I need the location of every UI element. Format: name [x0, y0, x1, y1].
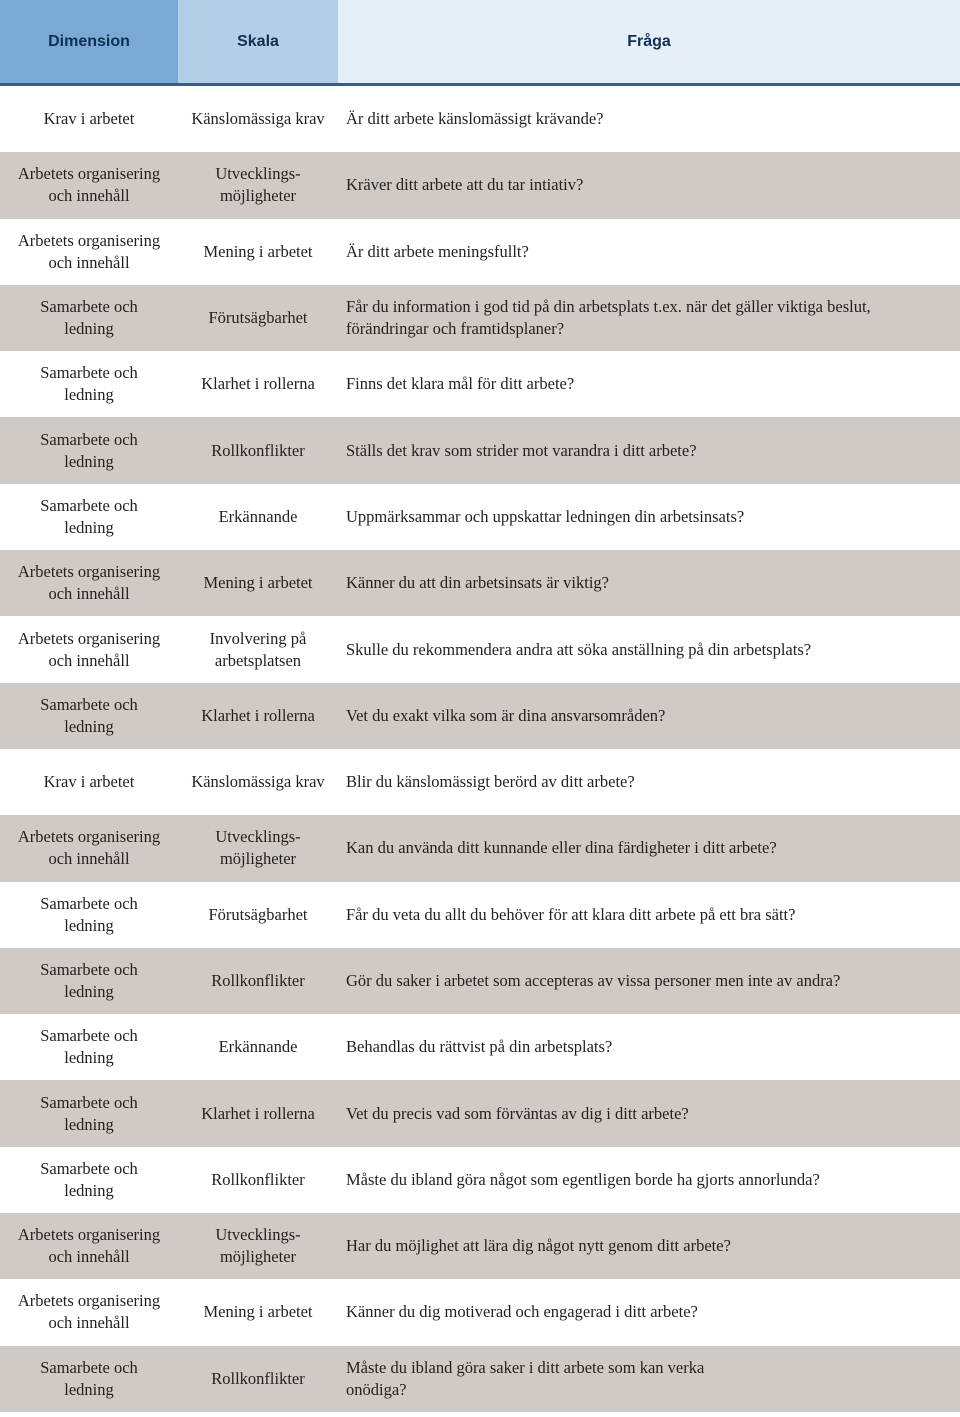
scale-cell: [178, 882, 338, 948]
dimension-cell: [0, 1080, 178, 1146]
question-cell: [338, 86, 960, 152]
dimension-text: Samarbete och ledning: [40, 297, 138, 339]
table-row: [0, 86, 960, 152]
table-row: [0, 1279, 960, 1345]
question-text: Kan du använda ditt kunnande eller dina färdigheter i ditt arbete?: [346, 838, 777, 858]
scale-text: Mening i arbetet: [203, 1302, 313, 1322]
question-cell: [338, 1080, 960, 1146]
scale-text: Mening i arbetet: [203, 573, 313, 593]
scale-cell: [178, 285, 338, 351]
dimension-cell: [0, 1213, 178, 1279]
dimension-cell: [0, 86, 178, 152]
scale-text: Klarhet i rollerna: [201, 705, 315, 725]
question-cell: [338, 152, 960, 218]
table-row: [0, 351, 960, 417]
scale-cell: [178, 815, 338, 881]
table-row: [0, 484, 960, 550]
scale-text: Förutsägbarhet: [208, 904, 308, 924]
question-cell: [338, 616, 960, 682]
table-row: [0, 285, 960, 351]
dimension-text: Samarbete och ledning: [40, 1026, 138, 1068]
scale-text: Förutsägbarhet: [208, 308, 308, 328]
dimension-text: Arbetets organisering och innehåll: [17, 562, 161, 604]
dimension-text: Samarbete och ledning: [40, 495, 138, 537]
question-cell: [338, 882, 960, 948]
scale-cell: [178, 219, 338, 285]
table-row: [0, 1213, 960, 1279]
dimension-text: Arbetets organisering och innehåll: [17, 164, 161, 206]
table-row: [0, 1147, 960, 1213]
question-cell: [338, 749, 960, 815]
dimension-text: Krav i arbetet: [43, 109, 135, 129]
scale-text: Rollkonflikter: [211, 1169, 305, 1189]
scale-cell: [178, 417, 338, 483]
question-cell: [338, 219, 960, 285]
question-text: Blir du känslomässigt berörd av ditt arbete?: [346, 772, 635, 792]
question-text: Känner du dig motiverad och engagerad i ditt arbete?: [346, 1302, 698, 1322]
dimension-cell: [0, 1346, 178, 1412]
dimension-cell: [0, 417, 178, 483]
scale-cell: [178, 351, 338, 417]
dimension-cell: [0, 815, 178, 881]
scale-text: Erkännande: [218, 1037, 298, 1057]
question-cell: [338, 948, 960, 1014]
dimension-cell: [0, 550, 178, 616]
question-cell: [338, 1213, 960, 1279]
dimension-text: Arbetets organisering och innehåll: [17, 1225, 161, 1267]
question-text: Ställs det krav som strider mot varandra i ditt arbete?: [346, 440, 697, 460]
scale-text: Känslomässiga krav: [191, 109, 325, 129]
scale-cell: [178, 683, 338, 749]
scale-cell: [178, 1080, 338, 1146]
dimension-cell: [0, 683, 178, 749]
dimension-cell: [0, 1014, 178, 1080]
question-text: Vet du exakt vilka som är dina ansvarsområden?: [346, 705, 666, 725]
scale-text: Erkännande: [218, 506, 298, 526]
table-body: [0, 86, 960, 1412]
scale-text: Involvering på arbetsplatsen: [209, 628, 307, 670]
scale-cell: [178, 550, 338, 616]
header-dimension: Dimension: [0, 0, 178, 83]
question-cell: [338, 351, 960, 417]
question-text: Behandlas du rättvist på din arbetsplats?: [346, 1037, 613, 1057]
scale-text: Klarhet i rollerna: [201, 374, 315, 394]
dimension-text: Samarbete och ledning: [40, 694, 138, 736]
scale-text: Utvecklings- möjligheter: [215, 164, 301, 206]
header-scale: Skala: [178, 0, 338, 83]
dimension-cell: [0, 616, 178, 682]
dimension-text: Arbetets organisering och innehåll: [17, 1291, 161, 1333]
question-text: Får du information i god tid på din arbetsplats t.ex. när det gäller viktiga beslut, förändringar och framtidsplaner?: [346, 297, 871, 339]
table-row: [0, 417, 960, 483]
question-cell: [338, 484, 960, 550]
dimension-cell: [0, 152, 178, 218]
scale-cell: [178, 1279, 338, 1345]
dimension-cell: [0, 882, 178, 948]
table-row: [0, 882, 960, 948]
table-row: [0, 815, 960, 881]
dimension-text: Samarbete och ledning: [40, 893, 138, 935]
header-question: Fråga: [338, 0, 960, 83]
question-cell: [338, 285, 960, 351]
question-cell: [338, 417, 960, 483]
table-row: [0, 749, 960, 815]
question-cell: [338, 1014, 960, 1080]
question-cell: [338, 815, 960, 881]
question-cell: [338, 1346, 960, 1412]
scale-cell: [178, 1213, 338, 1279]
dimension-text: Samarbete och ledning: [40, 960, 138, 1001]
table-row: [0, 1346, 960, 1412]
question-text: Är ditt arbete känslomässigt krävande?: [346, 109, 604, 129]
table-row: [0, 550, 960, 616]
dimension-text: Samarbete och ledning: [40, 1158, 138, 1200]
dimension-cell: [0, 749, 178, 815]
question-text: Har du möjlighet att lära dig något nytt genom ditt arbete?: [346, 1236, 731, 1256]
question-text: Känner du att din arbetsinsats är viktig?: [346, 573, 610, 593]
question-cell: [338, 1279, 960, 1345]
dimension-cell: [0, 351, 178, 417]
scale-cell: [178, 948, 338, 1014]
scale-cell: [178, 1147, 338, 1213]
scale-cell: [178, 749, 338, 815]
dimension-text: Krav i arbetet: [43, 772, 135, 792]
scale-text: Rollkonflikter: [211, 1368, 305, 1388]
scale-text: Känslomässiga krav: [191, 772, 325, 792]
table-header: [0, 0, 960, 86]
dimension-cell: [0, 1147, 178, 1213]
dimension-text: Samarbete och ledning: [40, 429, 138, 471]
dimension-text: Arbetets organisering och innehåll: [17, 628, 161, 670]
dimension-text: Samarbete och ledning: [40, 1092, 138, 1134]
question-text: Måste du ibland göra något som egentligen borde ha gjorts annorlunda?: [346, 1169, 820, 1189]
question-text: Vet du precis vad som förväntas av dig i ditt arbete?: [346, 1103, 689, 1123]
question-text: Skulle du rekommendera andra att söka anställning på din arbetsplats?: [346, 639, 812, 659]
question-text: Gör du saker i arbetet som accepteras av vissa personer men inte av andra?: [346, 971, 841, 990]
scale-text: Utvecklings- möjligheter: [215, 827, 301, 869]
question-text: Får du veta du allt du behöver för att klara ditt arbete på ett bra sätt?: [346, 904, 796, 924]
question-cell: [338, 550, 960, 616]
table-row: [0, 1080, 960, 1146]
table-row: [0, 616, 960, 682]
question-text: Måste du ibland göra saker i ditt arbete som kan verka onödiga?: [346, 1357, 705, 1399]
dimension-cell: [0, 285, 178, 351]
scale-text: Klarhet i rollerna: [201, 1103, 315, 1123]
scale-cell: [178, 484, 338, 550]
table-row: [0, 683, 960, 749]
question-text: Är ditt arbete meningsfullt?: [346, 241, 529, 261]
table-row: [0, 152, 960, 218]
table-row: [0, 948, 960, 1014]
dimension-text: Arbetets organisering och innehåll: [17, 230, 161, 272]
dimension-cell: [0, 219, 178, 285]
dimension-cell: [0, 1279, 178, 1345]
scale-cell: [178, 86, 338, 152]
dimension-cell: [0, 948, 178, 1014]
scale-cell: [178, 616, 338, 682]
table-row: [0, 219, 960, 285]
question-cell: [338, 1147, 960, 1213]
question-text: Finns det klara mål för ditt arbete?: [346, 374, 575, 394]
question-text: Uppmärksammar och uppskattar ledningen din arbetsinsats?: [346, 506, 745, 526]
dimension-cell: [0, 484, 178, 550]
scale-text: Rollkonflikter: [211, 440, 305, 460]
scale-text: Utvecklings- möjligheter: [215, 1225, 301, 1267]
scale-cell: [178, 152, 338, 218]
dimension-text: Arbetets organisering och innehåll: [17, 827, 161, 869]
scale-text: Rollkonflikter: [211, 971, 305, 990]
scale-cell: [178, 1346, 338, 1412]
table-row: [0, 1014, 960, 1080]
question-text: Kräver ditt arbete att du tar intiativ?: [346, 175, 584, 195]
dimension-text: Samarbete och ledning: [40, 363, 138, 405]
scale-text: Mening i arbetet: [203, 241, 313, 261]
scale-cell: [178, 1014, 338, 1080]
question-cell: [338, 683, 960, 749]
dimension-text: Samarbete och ledning: [40, 1357, 138, 1399]
